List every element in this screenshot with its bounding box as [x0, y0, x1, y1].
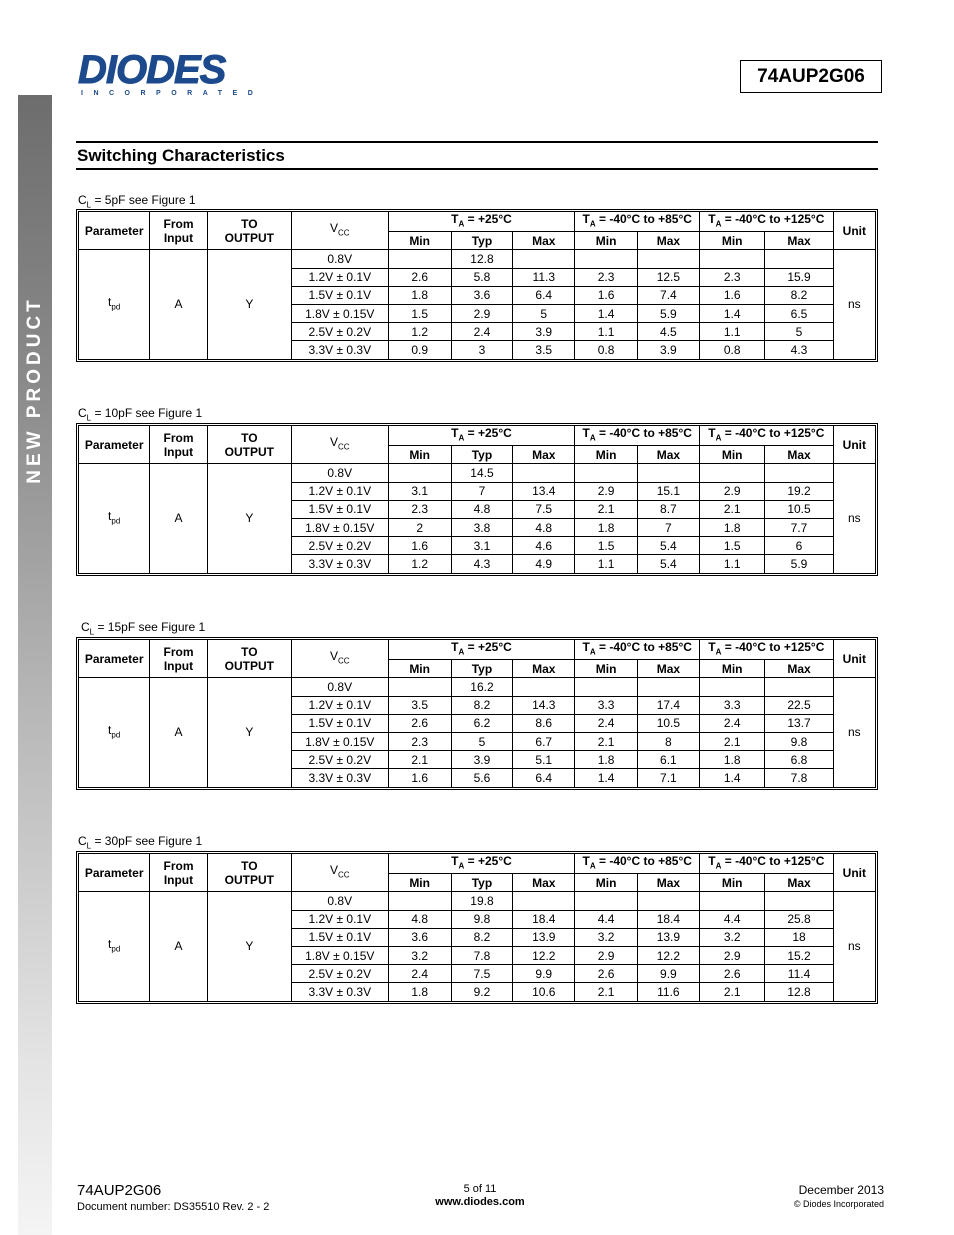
cell-ta85-min: 2.3 — [575, 268, 637, 286]
cell-ta25-typ: 2.9 — [451, 304, 512, 322]
cell-ta125-min: 1.4 — [700, 304, 765, 322]
cell-ta125-max: 7.7 — [765, 518, 833, 536]
header-to-output: TO OUTPUT — [207, 426, 291, 464]
cell-ta25-min — [388, 892, 451, 910]
cell-ta85-min: 1.5 — [575, 537, 637, 555]
cell-ta85-max: 10.5 — [637, 714, 699, 732]
cell-ta85-max: 5.4 — [637, 537, 699, 555]
cell-ta25-min: 1.8 — [388, 286, 451, 304]
cell-ta25-max: 18.4 — [513, 910, 575, 928]
cell-ta85-max — [637, 678, 699, 696]
cell-ta125-max — [765, 464, 833, 482]
cell-ta85-max: 8.7 — [637, 500, 699, 518]
cell-ta25-min — [388, 464, 451, 482]
cell-ta125-min: 1.8 — [700, 751, 765, 769]
header-unit: Unit — [833, 426, 875, 464]
switching-table — [76, 209, 878, 362]
cell-ta125-max: 13.7 — [765, 714, 833, 732]
cell-ta25-typ: 3.9 — [451, 751, 512, 769]
cell-ta85-min — [575, 464, 637, 482]
cell-vcc: 1.2V ± 0.1V — [292, 910, 388, 928]
cell-vcc: 1.8V ± 0.15V — [292, 518, 388, 536]
cell-ta85-max: 6.1 — [637, 751, 699, 769]
param-cell: $t_{pd}$ — [79, 678, 150, 787]
header-min: Min — [575, 446, 637, 464]
cell-ta85-max: 18.4 — [637, 910, 699, 928]
cell-ta85-max — [637, 464, 699, 482]
cell-ta25-min: 1.2 — [388, 555, 451, 573]
diodes-logo — [78, 48, 264, 98]
switching-table — [76, 851, 878, 1004]
header-max: Max — [765, 874, 833, 892]
cell-ta125-min: 0.8 — [700, 341, 765, 359]
cell-vcc: 2.5V ± 0.2V — [292, 537, 388, 555]
header-from-input: From Input — [150, 854, 207, 892]
cell-ta125-min: 1.4 — [700, 769, 765, 787]
cell-ta85-min: 2.1 — [575, 983, 637, 1001]
header-to-output: TO OUTPUT — [207, 640, 291, 678]
cell-ta125-max: 15.9 — [765, 268, 833, 286]
unit-cell: ns — [833, 678, 875, 787]
cell-ta125-min: 2.9 — [700, 482, 765, 500]
cell-ta125-min — [700, 250, 765, 268]
table-caption: $C_L = 5pF$ see Figure 1 — [78, 193, 196, 210]
header-ta-85: $T_A = -40^\circ C$ to +85°C — [575, 640, 700, 660]
cell-vcc: 3.3V ± 0.3V — [292, 983, 388, 1001]
cell-ta25-min: 1.8 — [388, 983, 451, 1001]
header-unit: Unit — [833, 854, 875, 892]
cell-ta85-max: 4.5 — [637, 323, 699, 341]
logo-wordmark: DIODES — [78, 48, 226, 92]
header-min: Min — [700, 446, 765, 464]
cell-ta25-max: 13.9 — [513, 928, 575, 946]
cell-ta25-typ: 5.6 — [451, 769, 512, 787]
cell-ta25-max: 6.4 — [513, 286, 575, 304]
header-typ: Typ — [451, 232, 512, 250]
cell-ta25-typ: 4.3 — [451, 555, 512, 573]
from-input-cell: A — [150, 250, 207, 359]
cell-ta85-max: 5.9 — [637, 304, 699, 322]
cell-ta125-max: 6 — [765, 537, 833, 555]
cell-ta125-min: 3.3 — [700, 696, 765, 714]
cell-vcc: 0.8V — [292, 892, 388, 910]
cell-ta85-min: 2.1 — [575, 500, 637, 518]
cell-vcc: 1.5V ± 0.1V — [292, 714, 388, 732]
cell-ta25-max: 6.4 — [513, 769, 575, 787]
cell-ta85-min: 2.4 — [575, 714, 637, 732]
header-parameter: Parameter — [79, 426, 150, 464]
header-min: Min — [388, 660, 451, 678]
cell-ta85-min — [575, 892, 637, 910]
header-max: Max — [637, 232, 699, 250]
table-row — [79, 678, 876, 696]
footer-left — [77, 1182, 269, 1213]
switching-table — [76, 637, 878, 790]
cell-ta25-min: 4.8 — [388, 910, 451, 928]
cell-ta125-max — [765, 250, 833, 268]
cell-ta25-max: 5 — [513, 304, 575, 322]
header-max: Max — [637, 874, 699, 892]
cell-ta85-max — [637, 250, 699, 268]
header-ta-125: $T_A = -40^\circ C$ to +125°C — [700, 854, 834, 874]
header-ta-25: $T_A = +25^\circ C$ — [388, 426, 575, 446]
cell-ta125-max — [765, 678, 833, 696]
cell-ta25-max: 3.9 — [513, 323, 575, 341]
header-min: Min — [388, 874, 451, 892]
header-max: Max — [513, 874, 575, 892]
cell-ta25-max: 3.5 — [513, 341, 575, 359]
cell-ta85-min: 1.8 — [575, 518, 637, 536]
cell-vcc: 1.2V ± 0.1V — [292, 482, 388, 500]
footer-part-number: 74AUP2G06 — [77, 1182, 162, 1199]
cell-ta85-max: 17.4 — [637, 696, 699, 714]
cell-ta85-max: 7 — [637, 518, 699, 536]
cell-ta25-typ: 5.8 — [451, 268, 512, 286]
cell-ta25-max: 11.3 — [513, 268, 575, 286]
cell-ta25-min: 2 — [388, 518, 451, 536]
param-cell: $t_{pd}$ — [79, 892, 150, 1001]
table-caption: $C_L = 10pF$ see Figure 1 — [78, 406, 203, 423]
cell-ta25-max: 14.3 — [513, 696, 575, 714]
table-row — [79, 892, 876, 910]
cell-ta125-max: 6.5 — [765, 304, 833, 322]
header-typ: Typ — [451, 660, 512, 678]
header-ta-25: $T_A = +25^\circ C$ — [388, 640, 575, 660]
cell-ta25-typ: 6.2 — [451, 714, 512, 732]
cell-vcc: 2.5V ± 0.2V — [292, 965, 388, 983]
cell-ta125-max: 8.2 — [765, 286, 833, 304]
header-to-output: TO OUTPUT — [207, 854, 291, 892]
header-vcc: $V_{CC}$ — [292, 640, 388, 678]
header-parameter: Parameter — [79, 854, 150, 892]
cell-ta25-max: 9.9 — [513, 965, 575, 983]
cell-ta25-min: 2.1 — [388, 751, 451, 769]
cell-ta85-min — [575, 678, 637, 696]
cell-ta125-max: 15.2 — [765, 946, 833, 964]
header-typ: Typ — [451, 446, 512, 464]
cell-ta85-max: 12.2 — [637, 946, 699, 964]
cell-ta25-max — [513, 678, 575, 696]
cell-ta25-min — [388, 678, 451, 696]
title-rule-top — [76, 141, 878, 143]
cell-ta125-max: 5.9 — [765, 555, 833, 573]
cell-ta25-min: 3.1 — [388, 482, 451, 500]
cell-vcc: 1.5V ± 0.1V — [292, 286, 388, 304]
cell-vcc: 1.5V ± 0.1V — [292, 928, 388, 946]
cell-ta125-max: 19.2 — [765, 482, 833, 500]
cell-ta125-max: 11.4 — [765, 965, 833, 983]
footer-center — [380, 1183, 580, 1208]
from-input-cell: A — [150, 892, 207, 1001]
title-rule-bottom — [76, 168, 878, 170]
header-ta-125: $T_A = -40^\circ C$ to +125°C — [700, 640, 834, 660]
cell-ta25-typ: 9.8 — [451, 910, 512, 928]
header-from-input: From Input — [150, 426, 207, 464]
to-output-cell: Y — [207, 250, 291, 359]
cell-ta85-min: 3.3 — [575, 696, 637, 714]
cell-ta25-min: 3.5 — [388, 696, 451, 714]
header-ta-25: $T_A = +25^\circ C$ — [388, 212, 575, 232]
cell-vcc: 1.8V ± 0.15V — [292, 732, 388, 750]
header-min: Min — [575, 232, 637, 250]
cell-ta125-max: 12.8 — [765, 983, 833, 1001]
header-ta-85: $T_A = -40^\circ C$ to +85°C — [575, 854, 700, 874]
header-min: Min — [575, 660, 637, 678]
header-ta-85: $T_A = -40^\circ C$ to +85°C — [575, 426, 700, 446]
header-vcc: $V_{CC}$ — [292, 212, 388, 250]
cell-ta125-min — [700, 464, 765, 482]
cell-ta85-max: 13.9 — [637, 928, 699, 946]
cell-vcc: 3.3V ± 0.3V — [292, 769, 388, 787]
cell-vcc: 1.8V ± 0.15V — [292, 304, 388, 322]
to-output-cell: Y — [207, 892, 291, 1001]
cell-ta25-max: 7.5 — [513, 500, 575, 518]
cell-vcc: 0.8V — [292, 678, 388, 696]
cell-ta25-typ: 5 — [451, 732, 512, 750]
cell-ta125-max: 22.5 — [765, 696, 833, 714]
cell-ta85-max: 5.4 — [637, 555, 699, 573]
cell-ta25-max: 12.2 — [513, 946, 575, 964]
cell-ta25-min: 2.6 — [388, 714, 451, 732]
cell-ta25-max: 5.1 — [513, 751, 575, 769]
cell-ta125-min: 2.4 — [700, 714, 765, 732]
header-max: Max — [637, 660, 699, 678]
cell-ta25-max: 4.8 — [513, 518, 575, 536]
cell-vcc: 0.8V — [292, 250, 388, 268]
logo-subtext: INCORPORATED — [81, 90, 264, 97]
cell-ta85-max: 8 — [637, 732, 699, 750]
cell-ta85-max: 15.1 — [637, 482, 699, 500]
cell-vcc: 1.8V ± 0.15V — [292, 946, 388, 964]
cell-vcc: 0.8V — [292, 464, 388, 482]
cell-ta25-max — [513, 892, 575, 910]
header-min: Min — [575, 874, 637, 892]
cell-ta125-min — [700, 678, 765, 696]
cell-ta25-typ: 7.8 — [451, 946, 512, 964]
cell-ta25-typ: 3.8 — [451, 518, 512, 536]
table-caption: $C_L = 30pF$ see Figure 1 — [78, 834, 203, 851]
cell-ta25-typ: 14.5 — [451, 464, 512, 482]
table-caption: $C_L = 15pF$ see Figure 1 — [81, 620, 206, 637]
cell-ta85-max: 7.1 — [637, 769, 699, 787]
header-min: Min — [700, 874, 765, 892]
section-title: Switching Characteristics — [77, 146, 285, 165]
header-ta-125: $T_A = -40^\circ C$ to +125°C — [700, 426, 834, 446]
header-min: Min — [700, 232, 765, 250]
cell-ta125-min: 2.3 — [700, 268, 765, 286]
cell-ta25-typ: 16.2 — [451, 678, 512, 696]
to-output-cell: Y — [207, 678, 291, 787]
cell-ta85-min: 2.1 — [575, 732, 637, 750]
cell-ta25-typ: 8.2 — [451, 696, 512, 714]
cell-ta25-min: 1.2 — [388, 323, 451, 341]
cell-ta125-max: 10.5 — [765, 500, 833, 518]
to-output-cell: Y — [207, 464, 291, 573]
footer-copyright: © Diodes Incorporated — [793, 1199, 884, 1209]
footer-right — [794, 1183, 884, 1209]
cell-ta125-min: 1.1 — [700, 555, 765, 573]
cell-vcc: 1.5V ± 0.1V — [292, 500, 388, 518]
footer-date: December 2013 — [798, 1183, 884, 1197]
cell-ta125-min: 1.1 — [700, 323, 765, 341]
cell-ta25-typ: 8.2 — [451, 928, 512, 946]
cell-ta25-max: 6.7 — [513, 732, 575, 750]
cell-ta125-min: 2.1 — [700, 732, 765, 750]
cell-ta125-min: 1.8 — [700, 518, 765, 536]
cell-ta25-typ: 9.2 — [451, 983, 512, 1001]
cell-ta25-max: 13.4 — [513, 482, 575, 500]
footer-page-number: 5 of 11 — [463, 1183, 497, 1195]
cell-ta25-typ: 19.8 — [451, 892, 512, 910]
cell-ta85-min — [575, 250, 637, 268]
cell-ta25-max: 10.6 — [513, 983, 575, 1001]
cell-ta25-typ: 3.1 — [451, 537, 512, 555]
cell-ta125-min: 2.6 — [700, 965, 765, 983]
table-row — [79, 250, 876, 268]
cell-ta125-max: 25.8 — [765, 910, 833, 928]
header-from-input: From Input — [150, 640, 207, 678]
cell-ta125-max: 9.8 — [765, 732, 833, 750]
cell-ta25-max: 4.6 — [513, 537, 575, 555]
cell-ta85-min: 0.8 — [575, 341, 637, 359]
cell-ta85-max: 9.9 — [637, 965, 699, 983]
header-max: Max — [765, 660, 833, 678]
cell-ta25-typ: 12.8 — [451, 250, 512, 268]
cell-ta25-min: 1.5 — [388, 304, 451, 322]
cell-ta125-min: 2.9 — [700, 946, 765, 964]
table-row — [79, 464, 876, 482]
cell-ta25-min: 2.4 — [388, 965, 451, 983]
header-min: Min — [700, 660, 765, 678]
header-min: Min — [388, 446, 451, 464]
param-cell: $t_{pd}$ — [79, 464, 150, 573]
cell-vcc: 2.5V ± 0.2V — [292, 323, 388, 341]
footer-website[interactable]: www.diodes.com — [435, 1196, 525, 1208]
cell-ta85-min: 1.1 — [575, 555, 637, 573]
cell-ta125-min: 2.1 — [700, 500, 765, 518]
cell-ta85-max: 7.4 — [637, 286, 699, 304]
cell-ta85-min: 1.8 — [575, 751, 637, 769]
cell-ta125-min — [700, 892, 765, 910]
cell-ta85-min: 2.9 — [575, 946, 637, 964]
header-max: Max — [513, 660, 575, 678]
cell-ta125-max: 5 — [765, 323, 833, 341]
header-max: Max — [765, 446, 833, 464]
header-vcc: $V_{CC}$ — [292, 426, 388, 464]
cell-ta85-max — [637, 892, 699, 910]
cell-ta25-max: 8.6 — [513, 714, 575, 732]
header-parameter: Parameter — [79, 212, 150, 250]
cell-ta125-max: 4.3 — [765, 341, 833, 359]
from-input-cell: A — [150, 464, 207, 573]
cell-ta85-max: 11.6 — [637, 983, 699, 1001]
footer-doc-number: Document number: DS35510 Rev. 2 - 2 — [77, 1201, 270, 1213]
cell-ta25-min: 1.6 — [388, 769, 451, 787]
header-max: Max — [513, 232, 575, 250]
header-ta-25: $T_A = +25^\circ C$ — [388, 854, 575, 874]
cell-ta85-min: 4.4 — [575, 910, 637, 928]
cell-vcc: 3.3V ± 0.3V — [292, 555, 388, 573]
cell-vcc: 1.2V ± 0.1V — [292, 696, 388, 714]
cell-ta85-max: 12.5 — [637, 268, 699, 286]
unit-cell: ns — [833, 464, 875, 573]
cell-ta125-min: 3.2 — [700, 928, 765, 946]
cell-ta85-min: 2.6 — [575, 965, 637, 983]
header-unit: Unit — [833, 212, 875, 250]
cell-ta125-max: 18 — [765, 928, 833, 946]
header-from-input: From Input — [150, 212, 207, 250]
cell-ta25-min: 3.2 — [388, 946, 451, 964]
side-new-product-label: NEW PRODUCT — [24, 296, 45, 484]
cell-ta25-typ: 2.4 — [451, 323, 512, 341]
header-max: Max — [513, 446, 575, 464]
header-to-output: TO OUTPUT — [207, 212, 291, 250]
cell-ta25-min — [388, 250, 451, 268]
unit-cell: ns — [833, 250, 875, 359]
cell-ta125-min: 1.6 — [700, 286, 765, 304]
cell-ta25-typ: 3.6 — [451, 286, 512, 304]
cell-ta25-min: 2.3 — [388, 500, 451, 518]
cell-vcc: 1.2V ± 0.1V — [292, 268, 388, 286]
cell-ta25-min: 3.6 — [388, 928, 451, 946]
cell-ta25-max — [513, 464, 575, 482]
cell-vcc: 2.5V ± 0.2V — [292, 751, 388, 769]
header-min: Min — [388, 232, 451, 250]
cell-ta25-typ: 4.8 — [451, 500, 512, 518]
cell-ta85-max: 3.9 — [637, 341, 699, 359]
cell-ta85-min: 1.1 — [575, 323, 637, 341]
cell-ta25-typ: 3 — [451, 341, 512, 359]
cell-ta25-min: 0.9 — [388, 341, 451, 359]
cell-ta25-max: 4.9 — [513, 555, 575, 573]
cell-ta125-max — [765, 892, 833, 910]
header-part-number: 74AUP2G06 — [740, 60, 882, 93]
cell-ta125-max: 7.8 — [765, 769, 833, 787]
cell-ta125-max: 6.8 — [765, 751, 833, 769]
header-ta-85: $T_A = -40^\circ C$ to +85°C — [575, 212, 700, 232]
cell-ta125-min: 1.5 — [700, 537, 765, 555]
cell-ta85-min: 1.4 — [575, 304, 637, 322]
unit-cell: ns — [833, 892, 875, 1001]
cell-vcc: 3.3V ± 0.3V — [292, 341, 388, 359]
switching-table — [76, 423, 878, 576]
header-typ: Typ — [451, 874, 512, 892]
header-ta-125: $T_A = -40^\circ C$ to +125°C — [700, 212, 834, 232]
header-max: Max — [765, 232, 833, 250]
cell-ta125-min: 4.4 — [700, 910, 765, 928]
cell-ta85-min: 1.6 — [575, 286, 637, 304]
header-unit: Unit — [833, 640, 875, 678]
param-cell: $t_{pd}$ — [79, 250, 150, 359]
cell-ta25-min: 1.6 — [388, 537, 451, 555]
cell-ta25-typ: 7.5 — [451, 965, 512, 983]
cell-ta85-min: 1.4 — [575, 769, 637, 787]
cell-ta25-min: 2.3 — [388, 732, 451, 750]
header-max: Max — [637, 446, 699, 464]
cell-ta125-min: 2.1 — [700, 983, 765, 1001]
cell-ta85-min: 2.9 — [575, 482, 637, 500]
cell-ta25-typ: 7 — [451, 482, 512, 500]
header-vcc: $V_{CC}$ — [292, 854, 388, 892]
cell-ta25-min: 2.6 — [388, 268, 451, 286]
from-input-cell: A — [150, 678, 207, 787]
header-parameter: Parameter — [79, 640, 150, 678]
cell-ta85-min: 3.2 — [575, 928, 637, 946]
cell-ta25-max — [513, 250, 575, 268]
